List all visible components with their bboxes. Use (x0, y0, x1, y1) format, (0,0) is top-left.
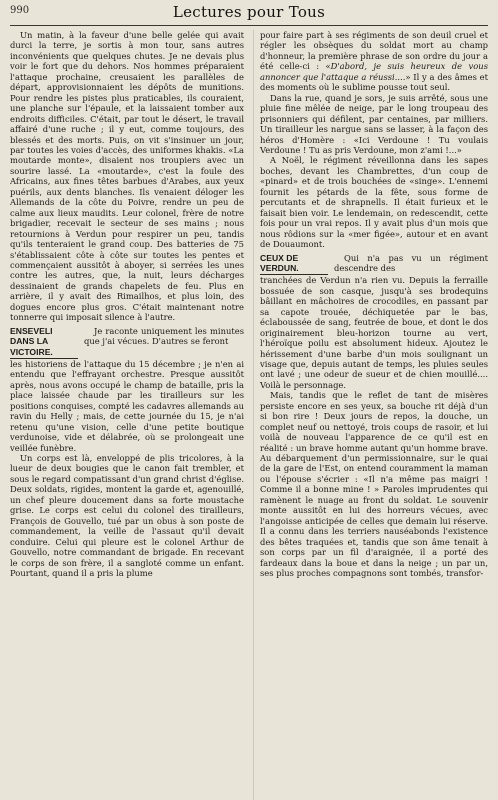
paragraph: A Noël, le régiment réveillonna dans les sapes boches, devant les Chambrettes, d'un coup de «pinard» et de trois bouchées de «singe». L'ennemi fournit les pétards de la fête, sous forme de percutants et de shrapnells. Il était furieux et le faisait bien voir. Le lendemain, on redescendit, cette fois pour un vrai repos. Il y avait plus d'un mois que nous rôdions sur la «mer figée», autour et en avant de Douaumont. (260, 155, 488, 250)
paragraph: Un matin, à la faveur d'une belle gelée qui avait durci la terre, je sortis à mon tour, sans autres inconvénients que quelques chutes. Je ne devais plus voir le fort que du dehors. Nos hommes préparaient l'attaque prochaine, creusaient les parallèles de départ, approvisionnaient les dépôts de munitions. Pour rendre les pistes plus praticables, ils couraient, une planche sur l'épaule, et la laissaient tomber aux endroits difficiles. C'était, par tout le désert, le travail affairé d'une ruche ; il y eut, comme toujours, des blessés et des morts. Puis, on vit s'insinuer un jour, par toutes les voies d'accès, des uniformes khakis. «La moutarde monte», disaient nos troupiers avec un sourire lassé. La «moutarde», c'est la foule des Africains, aux fines têtes barbues d'Arabes, aux yeux puérils, aux dents blanches. Ils venaient déloger les Allemands de la côte du Poivre, rendre un peu de calme aux lieux maudits. Leur colonel, frère de notre brigadier, recevait le secteur de ses mains ; nous retournions à Verdun pour respirer un peu, tandis qu'ils tenteraient le grand coup. Des batteries de 75 s'établissaient côte à côte sur toutes les pentes et commençaient aussitôt à aboyer, si serrées les unes contre les autres, que, la nuit, leurs décharges dessinaient de grands chapelets de feu. Plus en arrière, il y avait des Rimailhos, et plus loin, des dogues encore plus gros. C'était maintenant notre tonnerre qui imposait silence à l'autre. (10, 30, 244, 323)
left-column (10, 30, 244, 800)
section-title-enseveli: ENSEVELI DANS LA VICTOIRE. (10, 326, 78, 359)
section-heading-block (10, 326, 244, 359)
text-columns (10, 30, 488, 800)
running-title: Lectures pour Tous (172, 3, 326, 21)
page-number: 990 (10, 5, 30, 16)
text-run: pour faire part à ses régiments de son deuil cruel et régler les obsèques du soldat mort au champ d'honneur, la première phrase de son ordre du jour a été celle-ci : « (260, 30, 488, 72)
section-lead-text: Qui n'a pas vu un régiment descendre des (334, 252, 488, 273)
paragraph: les historiens de l'attaque du 15 décembre ; je n'en ai entendu que l'effrayant orchestre. Presque aussitôt après, nous avons occupé le champ de bataille, pris la place laissée chaude par les tirailleurs sur les positions conquises, compté les cadavres allemands au ravin du Helly ; mais, de cette journée du 15, je n'ai retenu qu'une vision, celle d'une petite boutique verdunoise, vide et délabrée, où se prolongeait une veillée funèbre. (10, 358, 244, 453)
section-lead-text: Je raconte uniquement les minutes que j'ai vécues. D'autres se feront (84, 325, 244, 347)
section-heading-block (260, 253, 488, 276)
page-header (10, 3, 488, 26)
text-run: » Il y a des âmes et des moments où le sublime pousse tout seul. (260, 71, 488, 93)
paragraph: tranchées de Verdun n'a rien vu. Depuis la ferraille bossuée de son casque, jusqu'à ses brodequins bâillant en mâchoires de crocodiles, en passant par sa capote trouée, déchiquetée par le bas, éclaboussée de sang, feutrée de boue, et dont le dos originairement bleu-horizon tourne au vert, l'héroïque poilu est absolument hideux. Ajoutez le hérissement d'une barbe d'un mois soulignant un visage que, depuis autant de temps, les pluies seules ont lavé ; une odeur de sueur et de chien mouillé.... Voilà le personnage. (260, 275, 488, 390)
paragraph: Un corps est là, enveloppé de plis tricolores, à la lueur de deux bougies que le canon fait trembler, et sous le regard compatissant d'un grand christ d'église. Deux soldats, rigides, montent la garde et, agenouillé, un chef pleure doucement dans sa forte moustache grise. Le corps est celui du colonel des tirailleurs, François de Gouvello, tué par un obus à son poste de commandement, la veille de l'assaut qu'il devait conduire. Celui qui pleure est le colonel Arthur de Gouvello, notre commandant de brigade. En recevant le corps de son frère, il a sangloté comme un enfant. Pourtant, quand il a pris la plume (10, 452, 244, 578)
section-title-ceux-de-verdun: CEUX DE VERDUN. (260, 253, 328, 276)
paragraph: Dans la rue, quand je sors, je suis arrêté, sous une pluie fine mêlée de neige, par le long troupeau des prisonniers qui défilent, par centaines, par milliers. Un tirailleur les nargue sans se lasser, à la façon des héros d'Homère : «Ici Verdoune ! Tu voulais Verdoune ! Tu as pris Verdoune, mon z'ami !...» (260, 92, 488, 155)
quoted-order: D'abord, je suis heureux de vous annoncer que l'attaque a réussi.... (260, 61, 488, 82)
paragraph: Mais, tandis que le reflet de tant de misères persiste encore en ses yeux, sa bouche rit déjà d'un si bon rire ! Deux jours de repos, la douche, un complet neuf ou nettoyé, trois coups de rasoir, et lui voilà de nouveau l'apparence de ce qu'il est en réalité : un brave homme autant qu'un homme brave. Au débarquement d'un permissionnaire, sur le quai de la gare de l'Est, on entend couramment la maman ou l'épouse s'écrier : «Il n'a même pas maigri ! Comme il a bonne mine ! » Paroles imprudentes qui ramènent le nuage au front du soldat. Le souvenir monte aussitôt en lui des horreurs vécues, avec l'angoisse anticipée de celles que demain lui réserve. Il a connu dans les terriers nauséabonds l'existence des bêtes traquées et, tandis que son âme tenait à son corps par un fil d'araignée, il a porté des fardeaux dans la boue et dans la neige ; un par un, ses plus proches compagnons sont tombés, transfor- (260, 390, 488, 579)
paragraph (260, 30, 488, 93)
right-column (253, 30, 488, 800)
